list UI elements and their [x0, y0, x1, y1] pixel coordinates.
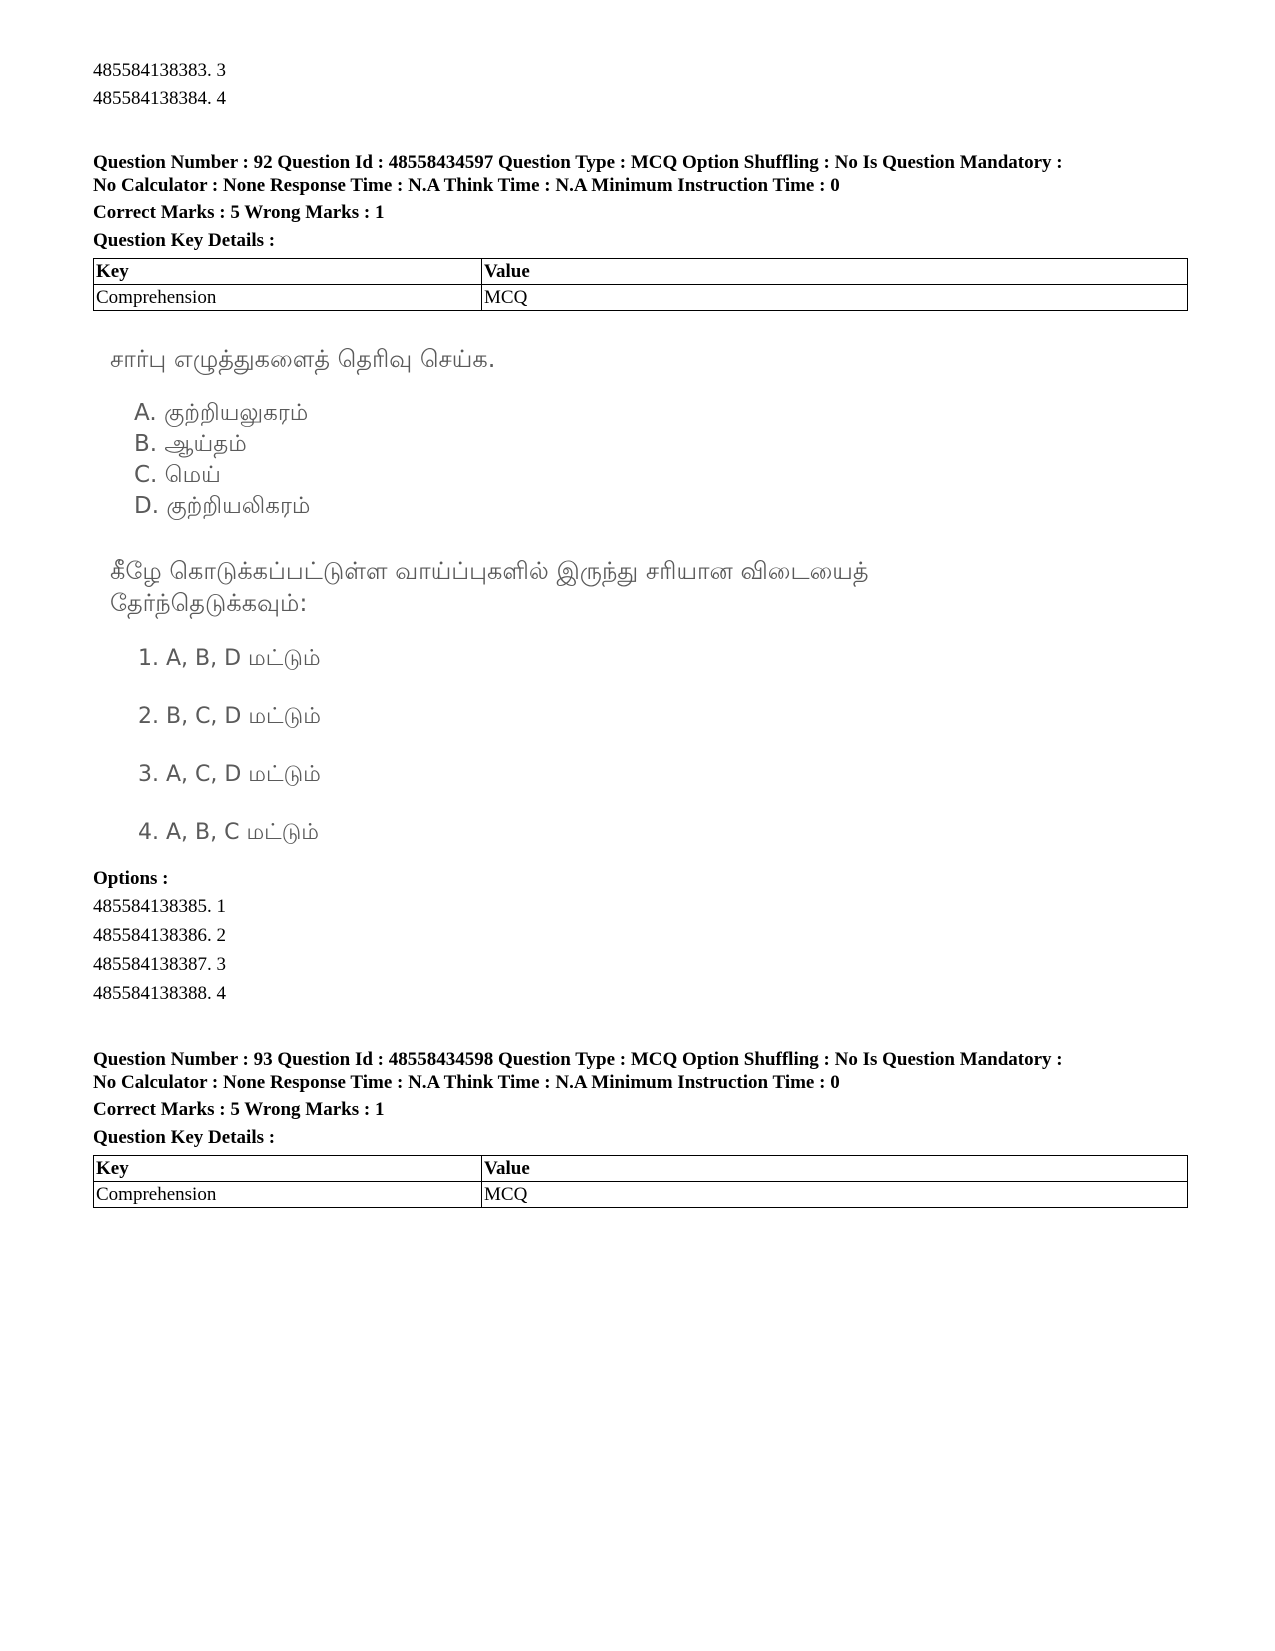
statement-d: D. குற்றியலிகரம்: [134, 493, 311, 519]
table-header-key: Key: [94, 259, 482, 285]
question-stem: சார்பு எழுத்துகளைத் தெரிவு செய்க.: [110, 345, 496, 373]
table-cell-key: Comprehension: [94, 285, 482, 311]
question-92-header: Question Number : 92 Question Id : 48558434597 Question Type : MCQ Option Shuffling : No Is Question Mandatory : No Calculator : None Response Time : N.A Think Time : N.A Minimum Instruction Time : 0: [93, 152, 1063, 196]
question-92-key-details-label: Question Key Details :: [93, 230, 276, 251]
table-header-value: Value: [482, 259, 1188, 285]
question-93-key-details-label: Question Key Details :: [93, 1127, 276, 1148]
table-header-row: [94, 259, 1188, 285]
instruction-line-2: தேர்ந்தெடுக்கவும்:: [110, 589, 308, 617]
option-line: 485584138383. 3: [93, 60, 226, 81]
answer-choice-3: 3. A, C, D மட்டும்: [138, 762, 321, 787]
statement-c: C. மெய்: [134, 462, 221, 488]
question-93-header: Question Number : 93 Question Id : 48558434598 Question Type : MCQ Option Shuffling : No Is Question Mandatory : No Calculator : None Response Time : N.A Think Time : N.A Minimum Instruction Time : 0: [93, 1049, 1063, 1093]
statement-a: A. குற்றியலுகரம்: [134, 400, 309, 426]
question-92-key-table: [93, 258, 1188, 311]
instruction-line-1: கீழே கொடுக்கப்பட்டுள்ள வாய்ப்புகளில் இருந்து சரியான விடையைத்: [110, 557, 869, 585]
option-line: 485584138386. 2: [93, 925, 226, 946]
options-label: Options :: [93, 868, 169, 889]
table-cell-value: MCQ: [482, 285, 1188, 311]
answer-choice-4: 4. A, B, C மட்டும்: [138, 820, 320, 845]
table-header-row: [94, 1156, 1188, 1182]
question-93-marks: Correct Marks : 5 Wrong Marks : 1: [93, 1099, 385, 1120]
table-header-key: Key: [94, 1156, 482, 1182]
option-line: 485584138388. 4: [93, 983, 226, 1004]
table-cell-key: Comprehension: [94, 1182, 482, 1208]
table-row: [94, 1182, 1188, 1208]
option-line: 485584138385. 1: [93, 896, 226, 917]
answer-choice-1: 1. A, B, D மட்டும்: [138, 646, 321, 671]
table-cell-value: MCQ: [482, 1182, 1188, 1208]
table-header-value: Value: [482, 1156, 1188, 1182]
question-92-marks: Correct Marks : 5 Wrong Marks : 1: [93, 202, 385, 223]
statement-b: B. ஆய்தம்: [134, 431, 247, 457]
table-row: [94, 285, 1188, 311]
option-line: 485584138384. 4: [93, 88, 226, 109]
option-line: 485584138387. 3: [93, 954, 226, 975]
question-93-key-table: [93, 1155, 1188, 1208]
answer-choice-2: 2. B, C, D மட்டும்: [138, 704, 321, 729]
